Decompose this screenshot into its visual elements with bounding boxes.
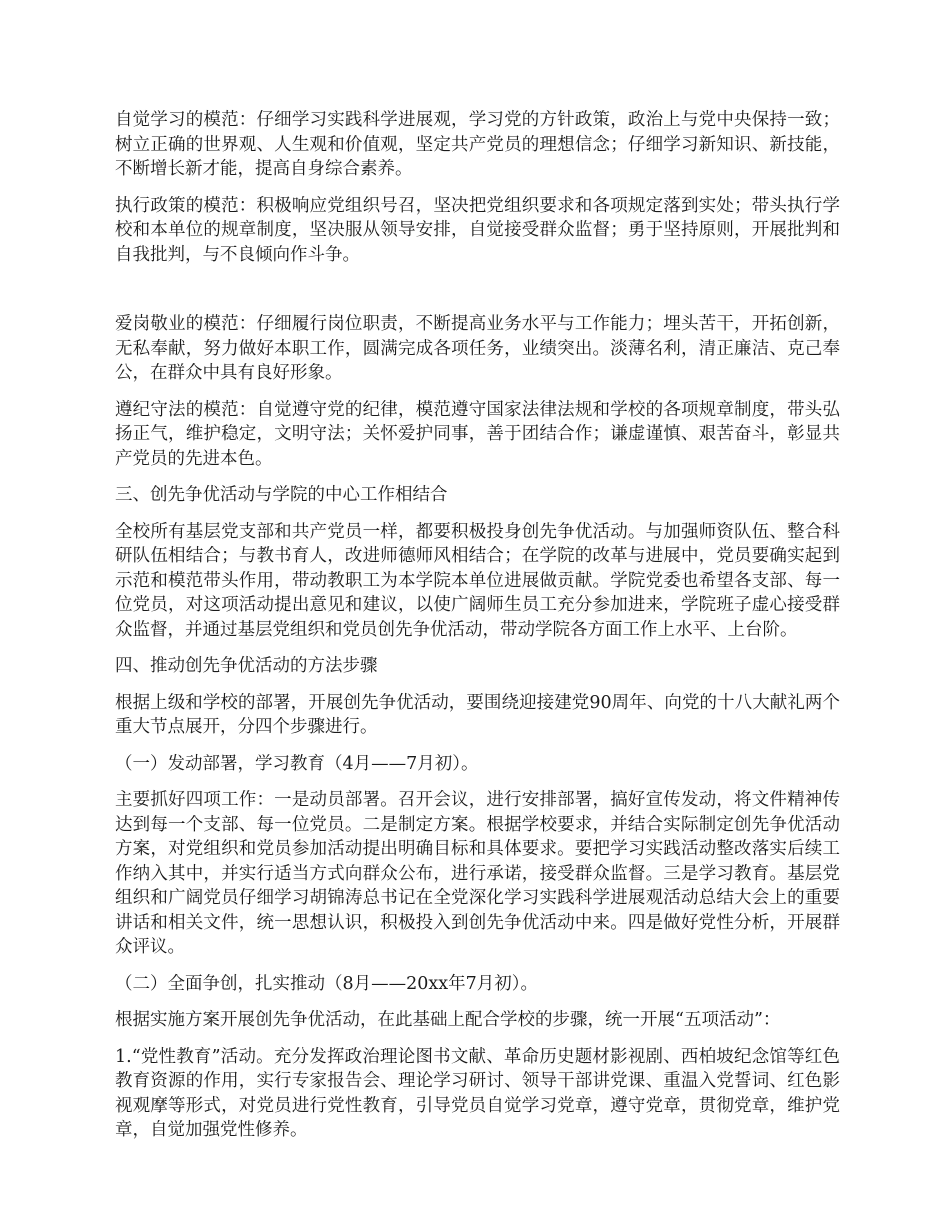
paragraph-gap <box>115 508 840 520</box>
paragraph-model-study: 自觉学习的模范：仔细学习实践科学进展观，学习党的方针政策，政治上与党中央保持一致；树立正确的世界观、人生观和价值观，坚定共产党员的理想信念；仔细学习新知识、新技能，不断增长新才能，提高自身综合素养。 <box>115 110 840 179</box>
paragraph-gap <box>115 1033 840 1045</box>
paragraph-gap <box>115 776 840 788</box>
section-heading-3: 三、创先争优活动与学院的中心工作相结合 <box>115 485 448 505</box>
paragraph-gap <box>115 642 840 654</box>
paragraph-activity-1: 1.“党性教育”活动。充分发挥政治理论图书文献、革命历史题材影视剧、西柏坡纪念馆等红色教育资源的作用，实行专家报告会、理论学习研讨、领导干部讲党课、重温入党誓词、红色影视观摩等形式，对党员进行党性教育，引导党员自觉学习党章，遵守党章，贯彻党章，维护党章，自觉加强党性修养。 <box>115 1046 840 1140</box>
paragraph-step-2-intro: 根据实施方案开展创先争优活动，在此基础上配合学校的步骤，统一开展“五项活动”： <box>115 1010 781 1030</box>
paragraph-gap <box>115 386 840 398</box>
paragraph-gap <box>115 740 840 752</box>
paragraph-section-3-body: 全校所有基层党支部和共产党员一样，都要积极投身创先争优活动。与加强师资队伍、整合科研队伍相结合；与教书育人，改进师德师风相结合；在学院的改革与进展中，党员要确实起到示范和模范带头作用，带动教职工为本学院本单位进展做贡献。学院党委也希望各支部、每一位党员，对这项活动提出意见和建议，以使广阔师生员工充分参加进来，学院班子虚心接受群众监督，并通过基层党组织和党员创先争优活动，带动学院各方面工作上水平、上台阶。 <box>115 521 840 640</box>
section-heading-4: 四、推动创先争优活动的方法步骤 <box>115 656 378 676</box>
paragraph-gap <box>115 182 840 194</box>
section-gap <box>115 267 840 312</box>
subsection-heading-2: （二）全面争创，扎实推动（8月——20xx年7月初）。 <box>115 973 539 994</box>
paragraph-gap <box>115 471 840 483</box>
paragraph-step-1-body: 主要抓好四项工作：一是动员部署。召开会议，进行安排部署，搞好宣传发动，将文件精神传达到每一个支部、每一位党员。二是制定方案。根据学校要求，并结合实际制定创先争优活动方案，对党组织和党员参加活动提出明确目标和具体要求。要把学习实践活动整改落实后续工作纳入其中，并实行适当方式向群众公布，进行承诺，接受群众监督。三是学习教育。基层党组织和广阔党员仔细学习胡锦涛总书记在全党深化学习实践科学进展观活动总结大会上的重要讲话和相关文件，统一思想认识，积极投入到创先争优活动中来。四是做好党性分析，开展群众评议。 <box>115 790 840 957</box>
paragraph-model-law: 遵纪守法的模范：自觉遵守党的纪律，模范遵守国家法律法规和学校的各项规章制度，带头弘扬正气，维护稳定，文明守法；关怀爱护同事，善于团结合作；谦虚谨慎、艰苦奋斗，彰显共产党员的先进本色。 <box>115 399 840 469</box>
paragraph-section-4-intro: 根据上级和学校的部署，开展创先争优活动，要围绕迎接建党90周年、向党的十八大献礼两个重大节点展开，分四个步骤进行。 <box>115 692 840 737</box>
paragraph-model-policy: 执行政策的模范：积极响应党组织号召，坚决把党组织要求和各项规定落到实处；带头执行学校和本单位的规章制度，坚决服从领导安排，自觉接受群众监督；勇于坚持原则，开展批判和自我批判，与不良倾向作斗争。 <box>115 195 840 265</box>
paragraph-model-dedication: 爱岗敬业的模范：仔细履行岗位职责，不断提高业务水平与工作能力；埋头苦干，开拓创新，无私奉献，努力做好本职工作，圆满完成各项任务，业绩突出。淡薄名利，清正廉洁、克己奉公，在群众中具有良好形象。 <box>115 314 840 383</box>
paragraph-gap <box>115 996 840 1008</box>
document-page <box>115 108 840 1143</box>
paragraph-gap <box>115 960 840 972</box>
paragraph-gap <box>115 679 840 691</box>
subsection-heading-1: （一）发动部署，学习教育（4月——7月初）。 <box>115 753 479 774</box>
